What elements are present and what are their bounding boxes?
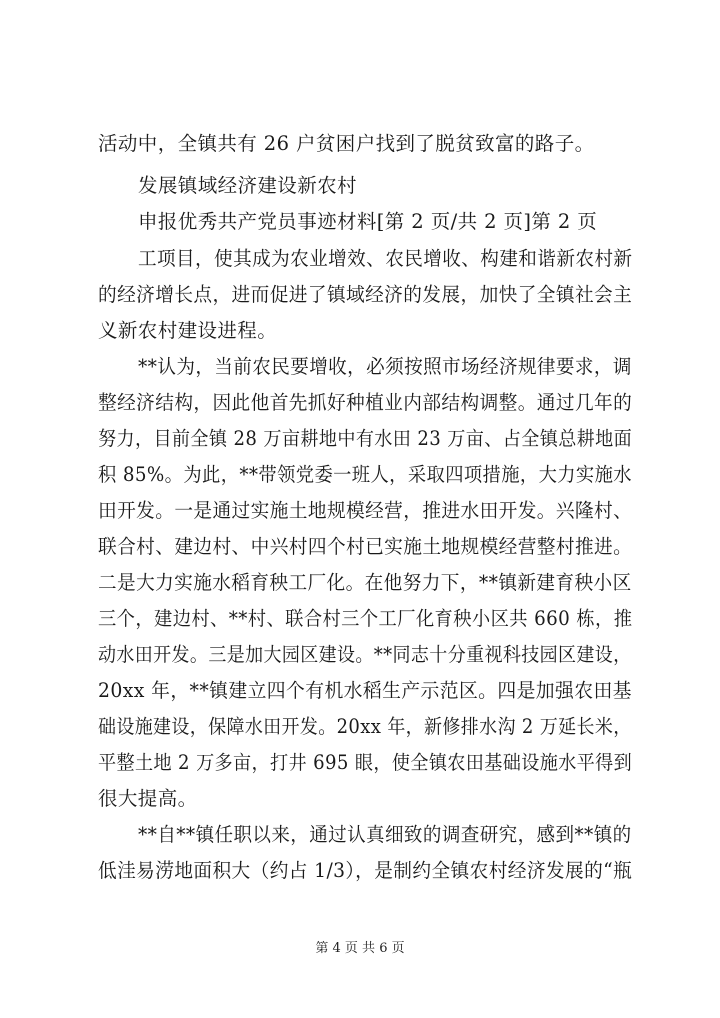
text-line: 低洼易涝地面积大（约占 1/3），是制约全镇农村经济发展的“瓶: [98, 859, 633, 882]
text-line: 动水田开发。三是加大园区建设。**同志十分重视科技园区建设，: [98, 643, 632, 666]
text-line: 工项目，使其成为农业增效、农民增收、构建和谐新农村新: [138, 247, 633, 270]
text-line: 努力，目前全镇 28 万亩耕地中有水田 23 万亩、占全镇总耕地面: [98, 427, 633, 450]
text-line: 二是大力实施水稻育秧工厂化。在他努力下，**镇新建育秧小区: [98, 571, 632, 594]
text-line: **认为，当前农民要增收，必须按照市场经济规律要求，调: [138, 355, 632, 378]
text-line: 平整土地 2 万多亩，打井 695 眼，使全镇农田基础设施水平得到: [98, 751, 633, 774]
text-line: 义新农村建设进程。: [98, 319, 278, 342]
text-line: 联合村、建边村、中兴村四个村已实施土地规模经营整村推进。: [98, 535, 633, 558]
text-line: 积 85%。为此，**带领党委一班人，采取四项措施，大力实施水: [98, 463, 632, 486]
text-line: 发展镇域经济建设新农村: [138, 174, 357, 197]
text-line: **自**镇任职以来，通过认真细致的调查研究，感到**镇的: [138, 823, 632, 846]
text-line: 田开发。一是通过实施土地规模经营，推进水田开发。兴隆村、: [98, 499, 633, 522]
text-line: 很大提高。: [98, 787, 198, 810]
text-line: 申报优秀共产党员事迹材料[第 2 页/共 2 页]第 2 页: [138, 210, 598, 233]
page-footer: 第 4 页 共 6 页: [315, 941, 405, 956]
text-line: 20xx 年，**镇建立四个有机水稻生产示范区。四是加强农田基: [98, 679, 632, 702]
text-line: 三个，建边村、**村、联合村三个工厂化育秧小区共 660 栋，推: [98, 607, 633, 630]
text-line: 的经济增长点，进而促进了镇域经济的发展，加快了全镇社会主: [98, 283, 633, 306]
text-line: 整经济结构，因此他首先抓好种植业内部结构调整。通过几年的: [98, 391, 633, 414]
text-line: 活动中，全镇共有 26 户贫困户找到了脱贫致富的路子。: [98, 132, 595, 155]
text-line: 础设施建设，保障水田开发。20xx 年，新修排水沟 2 万延长米，: [98, 715, 632, 738]
